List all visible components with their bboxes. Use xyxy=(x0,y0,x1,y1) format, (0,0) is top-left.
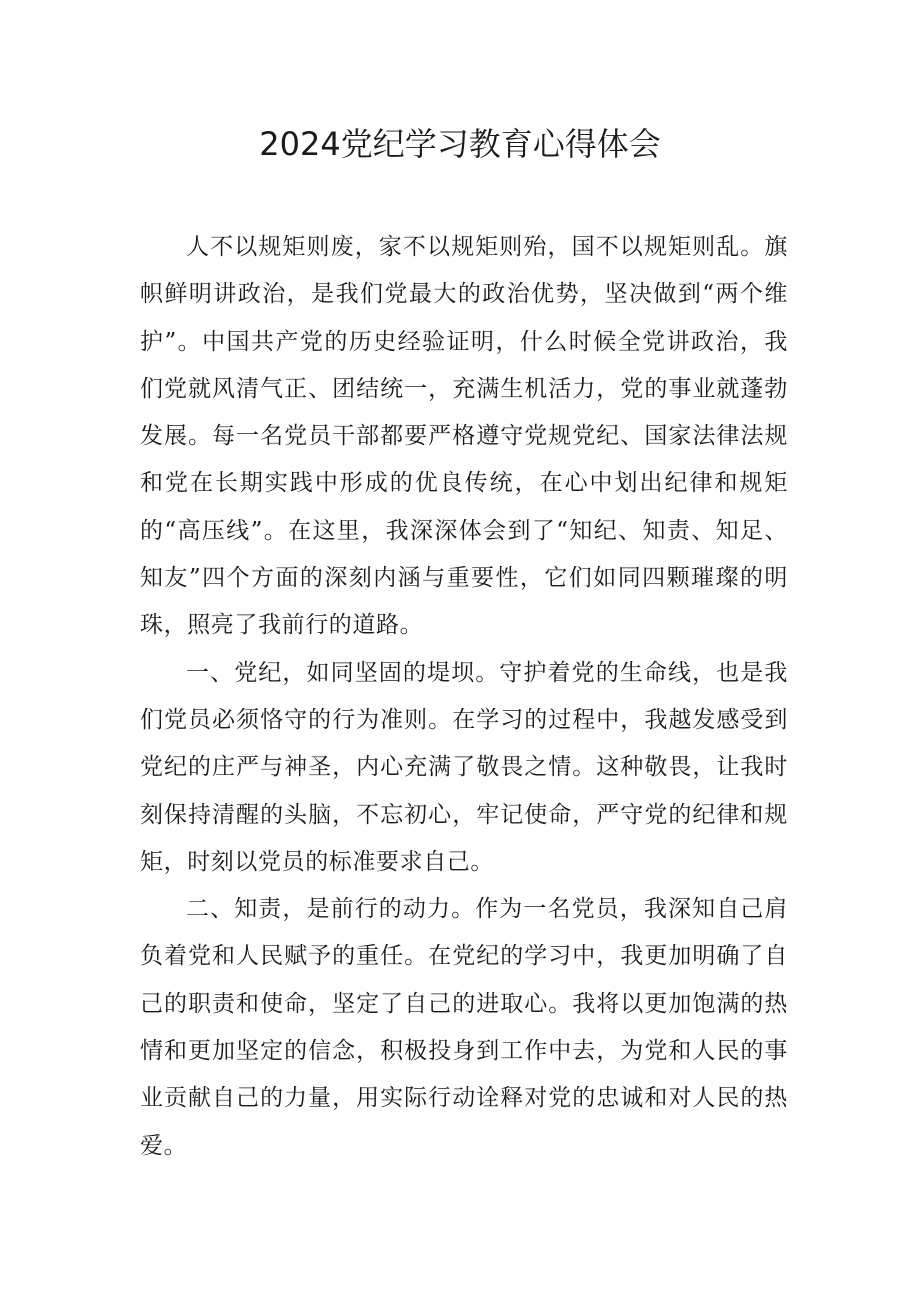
paragraph-section-one: 一、党纪，如同坚固的堤坝。守护着党的生命线，也是我们党员必须恪守的行为准则。在学习的过程中，我越发感受到党纪的庄严与神圣，内心充满了敬畏之情。这种敬畏，让我时刻保持清醒的头脑，不忘初心，牢记使命，严守党的纪律和规矩，时刻以党员的标准要求自己。 xyxy=(140,659,788,875)
paragraph-section-two: 二、知责，是前行的动力。作为一名党员，我深知自己肩负着党和人民赋予的重任。在党纪的学习中，我更加明确了自己的职责和使命，坚定了自己的进取心。我将以更加饱满的热情和更加坚定的信念，积极投身到工作中去，为党和人民的事业贡献自己的力量，用实际行动诠释对党的忠诚和对人民的热爱。 xyxy=(140,896,788,1159)
document-body xyxy=(140,224,788,1170)
paragraph-intro: 人不以规矩则废，家不以规矩则殆，国不以规矩则乱。旗帜鲜明讲政治，是我们党最大的政治优势，坚决做到“两个维护”。中国共产党的历史经验证明，什么时候全党讲政治，我们党就风清气正、团结统一，充满生机活力，党的事业就蓬勃发展。每一名党员干部都要严格遵守党规党纪、国家法律法规和党在长期实践中形成的优良传统，在心中划出纪律和规矩的“高压线”。在这里，我深深体会到了“知纪、知责、知足、知友”四个方面的深刻内涵与重要性，它们如同四颗璀璨的明珠，照亮了我前行的道路。 xyxy=(140,234,788,639)
document-title: 2024党纪学习教育心得体会 xyxy=(259,125,661,163)
